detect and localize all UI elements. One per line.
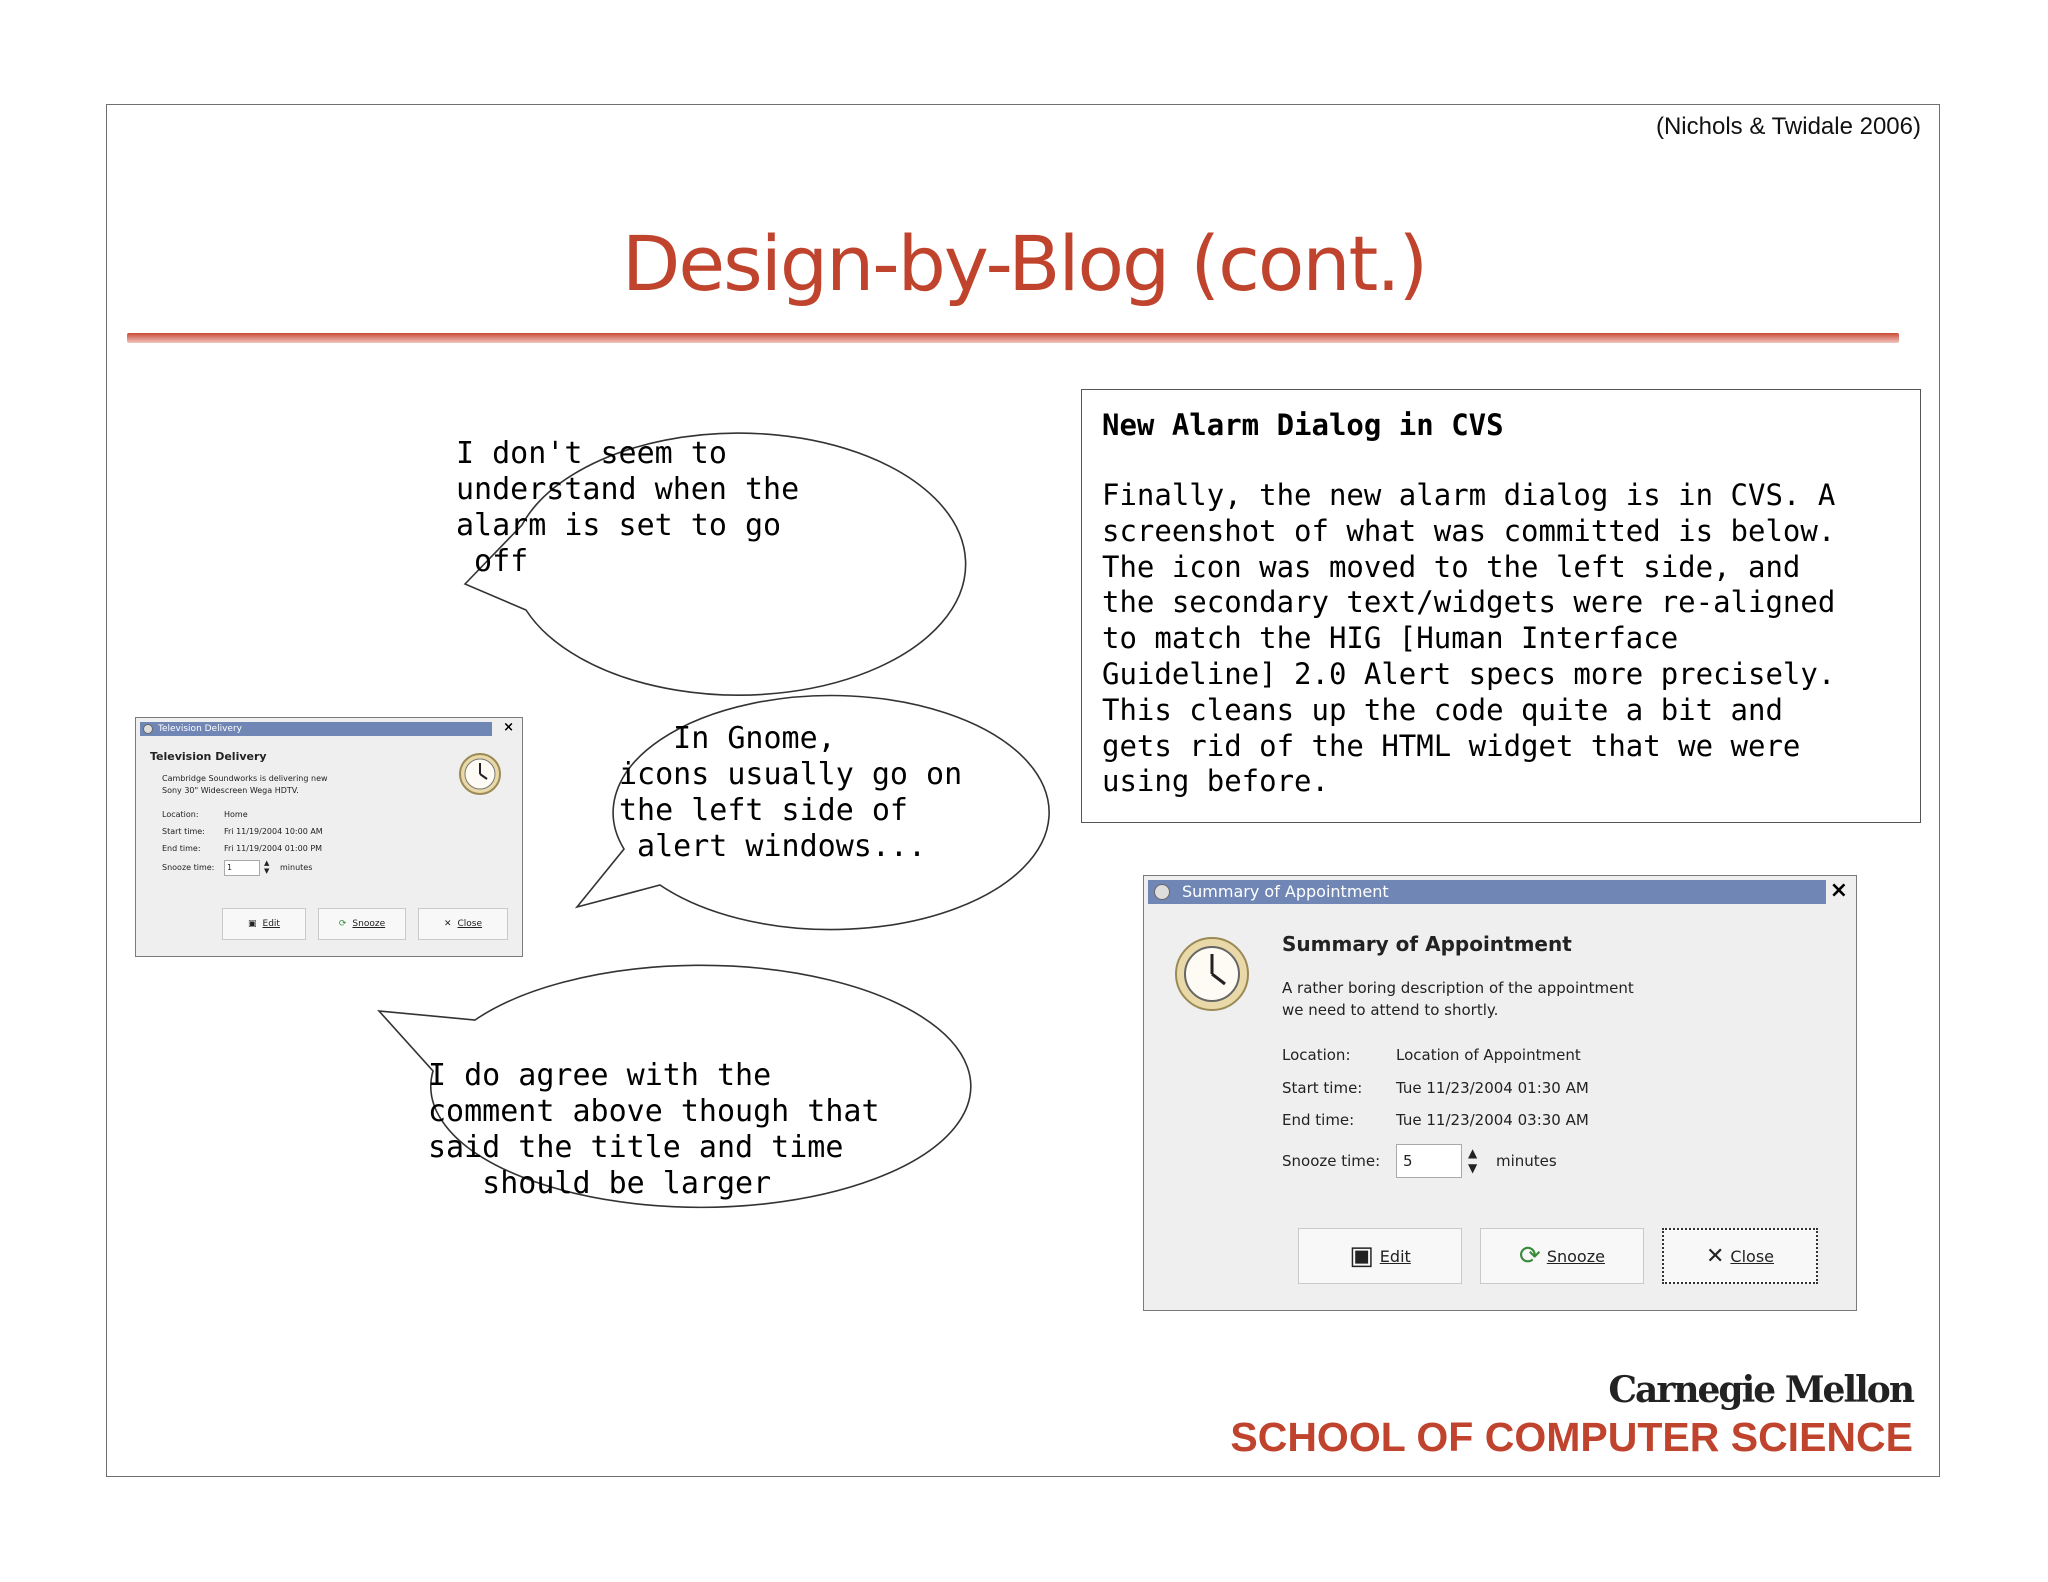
slide-frame (106, 104, 1940, 1477)
old-dialog-close-button[interactable]: ✕ Close (418, 908, 508, 940)
edit-icon: ▣ (1349, 1241, 1374, 1271)
alarm-clock-icon (1174, 936, 1250, 1012)
old-dialog-window-title: Television Delivery (158, 724, 242, 734)
snooze-icon: ⟳ (1519, 1241, 1541, 1271)
slide-title: Design-by-Blog (cont.) (621, 219, 1427, 308)
snooze-icon: ⟳ (338, 919, 347, 929)
old-dialog-snooze-button[interactable]: ⟳ Snooze (318, 908, 406, 940)
new-dialog-snooze-label: Snooze time: (1282, 1152, 1381, 1170)
clock-icon (1154, 884, 1170, 900)
old-dialog-heading: Television Delivery (150, 750, 267, 763)
university-logo: Carnegie Mellon (1608, 1369, 1913, 1411)
old-dialog-start-label: Start time: (162, 827, 205, 836)
school-name: SCHOOL OF COMPUTER SCIENCE (1230, 1414, 1913, 1460)
blog-post (1081, 389, 1921, 823)
old-alarm-dialog (135, 717, 523, 957)
new-dialog-window-title: Summary of Appointment (1182, 882, 1389, 901)
old-dialog-end-value: Fri 11/19/2004 01:00 PM (224, 844, 323, 853)
old-dialog-description-2: Sony 30" Widescreen Wega HDTV. (162, 786, 299, 795)
clock-icon (143, 724, 153, 734)
new-dialog-description-2: we need to attend to shortly. (1282, 1001, 1499, 1019)
new-dialog-location-label: Location: (1282, 1046, 1351, 1064)
old-dialog-close-icon[interactable]: × (503, 720, 514, 735)
new-dialog-snooze-button[interactable]: ⟳ Snooze (1480, 1228, 1644, 1284)
edit-icon: ▣ (248, 919, 257, 929)
new-dialog-end-value: Tue 11/23/2004 03:30 AM (1396, 1111, 1589, 1129)
old-dialog-titlebar (140, 722, 492, 736)
new-dialog-edit-button[interactable]: ▣ Edit (1298, 1228, 1462, 1284)
new-dialog-heading: Summary of Appointment (1282, 932, 1572, 956)
new-alarm-dialog (1143, 875, 1857, 1311)
blog-post-body: Finally, the new alarm dialog is in CVS. A screenshot of what was committed is below. The icon was moved to the left side, and the secondary text/widgets were re-aligned to match the HIG [Human Interface Guideline] 2.0 Alert specs more precisely. This cleans up the code quite a bit and gets rid of the HTML widget that we were using before. (1102, 478, 1836, 799)
old-dialog-location-label: Location: (162, 810, 199, 819)
blog-post-title: New Alarm Dialog in CVS (1102, 408, 1504, 442)
old-dialog-start-value: Fri 11/19/2004 10:00 AM (224, 827, 323, 836)
close-icon: ✕ (443, 919, 452, 929)
citation: (Nichols & Twidale 2006) (1655, 113, 1921, 140)
new-dialog-snooze-unit: minutes (1496, 1152, 1557, 1170)
old-dialog-description-1: Cambridge Soundworks is delivering new (162, 774, 328, 783)
old-dialog-snooze-input[interactable]: 1 (224, 860, 260, 876)
new-dialog-start-value: Tue 11/23/2004 01:30 AM (1396, 1079, 1589, 1097)
new-dialog-snooze-input[interactable]: 5 (1396, 1144, 1462, 1178)
close-icon: ✕ (1705, 1243, 1725, 1269)
new-dialog-titlebar (1148, 880, 1826, 904)
new-dialog-description-1: A rather boring description of the appointment (1282, 979, 1634, 997)
old-dialog-snooze-label: Snooze time: (162, 863, 215, 872)
old-dialog-location-value: Home (224, 810, 248, 819)
old-dialog-snooze-unit: minutes (280, 863, 313, 872)
speech-bubble-2-text: In Gnome, icons usually go on the left side of alert windows... (619, 721, 963, 864)
new-dialog-close-icon[interactable]: × (1829, 878, 1848, 903)
alarm-clock-icon (458, 752, 502, 796)
speech-bubble-3-text: I do agree with the comment above though that said the title and time should be larger (428, 1058, 880, 1201)
new-dialog-location-value: Location of Appointment (1396, 1046, 1581, 1064)
new-dialog-close-button[interactable]: ✕ Close (1662, 1228, 1818, 1284)
old-dialog-end-label: End time: (162, 844, 201, 853)
new-dialog-start-label: Start time: (1282, 1079, 1363, 1097)
new-dialog-end-label: End time: (1282, 1111, 1355, 1129)
spin-arrows-icon[interactable]: ▲ ▼ (264, 859, 270, 875)
spin-arrows-icon[interactable]: ▲ ▼ (1468, 1146, 1478, 1175)
speech-bubble-1-text: I don't seem to understand when the alarm is set to go off (456, 436, 800, 579)
old-dialog-edit-button[interactable]: ▣ Edit (222, 908, 306, 940)
